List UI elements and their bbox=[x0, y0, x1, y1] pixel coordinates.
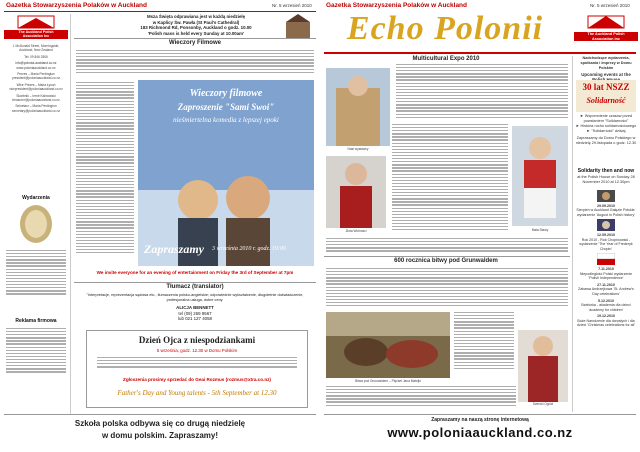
battle-text bbox=[326, 268, 568, 310]
school-notice-line2: w domu polskim. Zapraszamy! bbox=[101, 431, 219, 440]
column-divider bbox=[70, 14, 71, 414]
event-a-text: Sierpień w Auckland Gałęzie Polskie: wydarzenie 'August in Polish history' bbox=[576, 208, 636, 217]
treasurer-email[interactable]: treasurer@poloniaauckland.co.nz bbox=[12, 98, 60, 103]
event-d-date: 27.11.2010 bbox=[597, 282, 615, 287]
ads-heading: Reklama firmowa bbox=[15, 318, 57, 324]
newspaper-name-right: Gazetka Stowarzyszenia Polaków w Auckland bbox=[326, 2, 468, 9]
masthead-title: Echo Polonii bbox=[346, 10, 544, 47]
sidebar-image bbox=[12, 203, 60, 245]
poster-title: Wieczory filmowe bbox=[189, 88, 263, 99]
mass-rule bbox=[74, 38, 316, 39]
battle-text-2 bbox=[454, 312, 514, 372]
event-f-date: 19.12.2010 bbox=[597, 314, 615, 319]
event-b-text: Rok 2010 - Rok Chopinowski - wydarzenie 'The Year of Frederyk Chopin' bbox=[579, 237, 633, 251]
poster-footer: Zapraszamy bbox=[144, 242, 204, 256]
association-logo-right bbox=[574, 12, 638, 48]
event-e-date: 5.12.2010 bbox=[598, 298, 614, 303]
org-name-line2: Association Inc bbox=[22, 34, 50, 39]
upcoming-item-4: Zapraszamy do Domu Polskiego w niedzielę 29.listopada o godz. 12.30 bbox=[575, 136, 637, 145]
issue-number-right: Nr. 5 wrzesień 2010 bbox=[590, 3, 630, 8]
school-notice bbox=[4, 418, 316, 442]
solidarity-subtitle: at the Polish House on Sunday 28 November 2010 at 12.30pm bbox=[577, 175, 635, 184]
event-a-date: 29.09.2010 bbox=[597, 203, 615, 208]
solidarity-banner bbox=[576, 80, 636, 112]
phone: Tel: 09 846 2806 bbox=[24, 54, 48, 59]
mass-info bbox=[78, 14, 314, 36]
event-b-icon bbox=[597, 219, 615, 231]
upcoming-item-2: ► Historia ruchu solidarnościowego bbox=[575, 124, 637, 128]
footer-rule bbox=[4, 414, 316, 415]
ads-text bbox=[6, 328, 66, 400]
event-f bbox=[575, 314, 637, 328]
translator-mobile: lub 021 127 4058 bbox=[178, 316, 212, 322]
org-name-right-line2: Association Inc bbox=[591, 36, 621, 41]
battle-text-3 bbox=[326, 386, 516, 410]
event-e-text: Barbórka - akademia dla dzieci 'academy for children' bbox=[581, 303, 631, 312]
address-line1: 1 McDonald Street, Morningside, bbox=[12, 44, 60, 48]
event-d-text: Zabawa Andrzejkowa 'St. Andrew's Day celebrations' bbox=[578, 287, 634, 296]
expo-image-3 bbox=[512, 126, 568, 226]
upcoming-list bbox=[575, 114, 637, 146]
expo-text-2 bbox=[392, 124, 508, 236]
expo-caption-1: Nasi wystawcy bbox=[347, 147, 369, 151]
masthead-rule bbox=[324, 52, 636, 54]
events-list bbox=[575, 190, 637, 328]
address-line2: Auckland, New Zealand bbox=[19, 48, 53, 53]
expo-text-3 bbox=[326, 238, 568, 254]
treasurer: Skarbnik – Irene Kalinowski bbox=[16, 93, 56, 98]
expo-caption-2: Złota Wolności bbox=[345, 229, 367, 233]
secretary: Sekretarz – Maria Pentington bbox=[15, 104, 57, 109]
newspaper-name: Gazetka Stowarzyszenia Polaków w Auckland bbox=[6, 2, 148, 9]
event-a bbox=[575, 190, 637, 217]
right-page bbox=[320, 0, 640, 452]
translator-text: "Interpretacje, reprezentacja sądowa etc., tłumaczenia polsko-angielskie; odpowiednie wykształcenie, długoletnie doświadczenie, profesjonalna usługa, dobre ceny. bbox=[86, 293, 304, 302]
contact-info bbox=[4, 44, 68, 113]
films-heading: Wieczory Filmowe bbox=[169, 40, 221, 46]
films-invite: We invite everyone for an evening of entertainment on Friday the 3rd of September at 7pm bbox=[96, 270, 294, 275]
fathers-day-box bbox=[86, 330, 308, 408]
poster-tagline: nieśmiertelna komedia z lepszej epoki bbox=[173, 116, 279, 124]
event-f-text: Boże Narodzenie dla dorosłych i dla dzieci 'Christmas celebrations for all' bbox=[577, 318, 635, 328]
battle-caption-2: Szeroki Ogród bbox=[532, 402, 554, 406]
upcoming-events-subtitle: Upcoming events at the bbox=[581, 72, 631, 77]
mass-line2: w Kaplicy Św. Pawła (St Paul's Cathedral) bbox=[152, 19, 240, 25]
expo-rule bbox=[324, 256, 570, 257]
fathers-day-title: Dzień Ojca z niespodziankami bbox=[138, 335, 256, 345]
school-notice-line1: Szkoła polska odbywa się co drugą niedzielę bbox=[74, 419, 246, 428]
poster-date: 3 września 2010 r. godz. 19:00 bbox=[212, 246, 286, 252]
mass-line4: 'Polish mass is held every Sunday at 10.00am' bbox=[147, 30, 245, 36]
film-poster bbox=[138, 80, 314, 266]
battle-heading: 600 rocznica bitwy pod Grunwaldem bbox=[394, 258, 498, 264]
expo-heading: Multicultural Expo 2010 bbox=[412, 56, 480, 62]
expo-image-2 bbox=[326, 156, 386, 228]
films-rule bbox=[74, 282, 316, 283]
event-d bbox=[575, 283, 637, 297]
fathers-day-english: Father's Day and Young talents - 5th September at 12.30 bbox=[117, 389, 277, 397]
association-logo-text bbox=[6, 30, 66, 39]
films-column-text bbox=[76, 82, 134, 262]
website-invite: Zapraszamy na naszą stronę internetową bbox=[431, 417, 529, 423]
church-image bbox=[282, 14, 314, 38]
expo-image-1 bbox=[326, 68, 390, 146]
mass-line1: Msza Święta odprawiana jest w każdą niedzielę bbox=[146, 14, 246, 19]
battle-image-2 bbox=[518, 330, 568, 402]
event-a-icon bbox=[597, 190, 615, 202]
translator-heading: Tłumacz (translator) bbox=[166, 284, 224, 290]
email-info[interactable]: info@polonia-auckland.co.nz bbox=[15, 61, 57, 66]
association-logo bbox=[4, 14, 68, 40]
header-rule bbox=[4, 11, 316, 12]
fathers-day-when: 5 września, godz. 12.30 w Domu Polskim bbox=[156, 348, 238, 353]
issue-number: Nr. 5 wrzesień 2010 bbox=[272, 3, 312, 8]
fathers-day-call: Zgłoszenia prosimy sprzedać do Geai Rozmus (rozmus@xtra.co.nz) bbox=[123, 377, 271, 382]
event-c-date: 7.11.2010 bbox=[598, 266, 614, 271]
poster-subtitle bbox=[138, 102, 314, 112]
solidarity-heading: Solidarity then and now bbox=[577, 168, 635, 174]
website-url[interactable]: www.poloniaauckland.co.nz bbox=[387, 425, 573, 440]
vice-president: Wice Prezes – Maria Łysuń bbox=[16, 82, 56, 87]
upcoming-item-3: ► "Solidarność" dzisiaj bbox=[586, 129, 626, 133]
poster-film-title: "Sami Swoi" bbox=[224, 102, 275, 112]
films-text bbox=[76, 50, 314, 78]
banner-title: 30 lat NSZZ bbox=[582, 82, 630, 92]
events-heading: Wydarzenia bbox=[22, 195, 50, 201]
banner-subtitle: Solidarność bbox=[586, 96, 626, 105]
translator-contact bbox=[78, 305, 312, 322]
mass-line3: 183 Richmond Rd, Ponsonby, Auckland o godz. 10.00 bbox=[140, 25, 252, 31]
event-b-date: 12.09.2010 bbox=[597, 232, 615, 237]
translator-name: ALICJA BENNETT bbox=[176, 305, 214, 310]
org-name-right-line1: The Auckland Polish bbox=[587, 32, 625, 36]
event-e bbox=[575, 299, 637, 313]
vice-president-email[interactable]: vicepresident@poloniaauckland.co.nz bbox=[9, 87, 63, 92]
right-footer-rule bbox=[324, 414, 636, 415]
battle-caption: Bitwa pod Grunwaldem – Pięćset Jana Matejki bbox=[355, 379, 421, 383]
battle-painting bbox=[326, 312, 450, 378]
secretary-email[interactable]: secretary@poloniaauckland.co.nz bbox=[12, 108, 60, 113]
poster-invitation: Zaproszenie bbox=[177, 102, 223, 112]
website-link[interactable]: www.poloniaauckland.co.nz bbox=[16, 65, 56, 70]
president: Prezes – Maria Pentington bbox=[17, 72, 55, 77]
org-name-line1: The Auckland Polish bbox=[18, 30, 54, 34]
expo-caption-3: Mała Stawy bbox=[531, 228, 549, 232]
event-c bbox=[575, 253, 637, 280]
translator-phone: tel (09) 269 9567 bbox=[178, 310, 212, 316]
fathers-day-text bbox=[97, 357, 297, 371]
event-c-text: Niepodległość Polski wydarzenie 'Polish Independence' bbox=[579, 271, 633, 281]
right-column-divider bbox=[572, 56, 573, 412]
upcoming-item-1: ► Wspomnienie czasów przed powstaniem "Solidarności" bbox=[579, 114, 633, 123]
association-logo-text-right bbox=[574, 32, 638, 41]
upcoming-events-title: Nadchodzące wydarzenia, spotkania i imprezy w Domu Polskim bbox=[580, 56, 632, 70]
expo-text bbox=[396, 64, 568, 120]
sidebar-text bbox=[6, 250, 66, 318]
event-b bbox=[575, 219, 637, 251]
president-email[interactable]: president@poloniaauckland.co.nz bbox=[12, 76, 60, 81]
event-c-icon bbox=[597, 253, 615, 265]
